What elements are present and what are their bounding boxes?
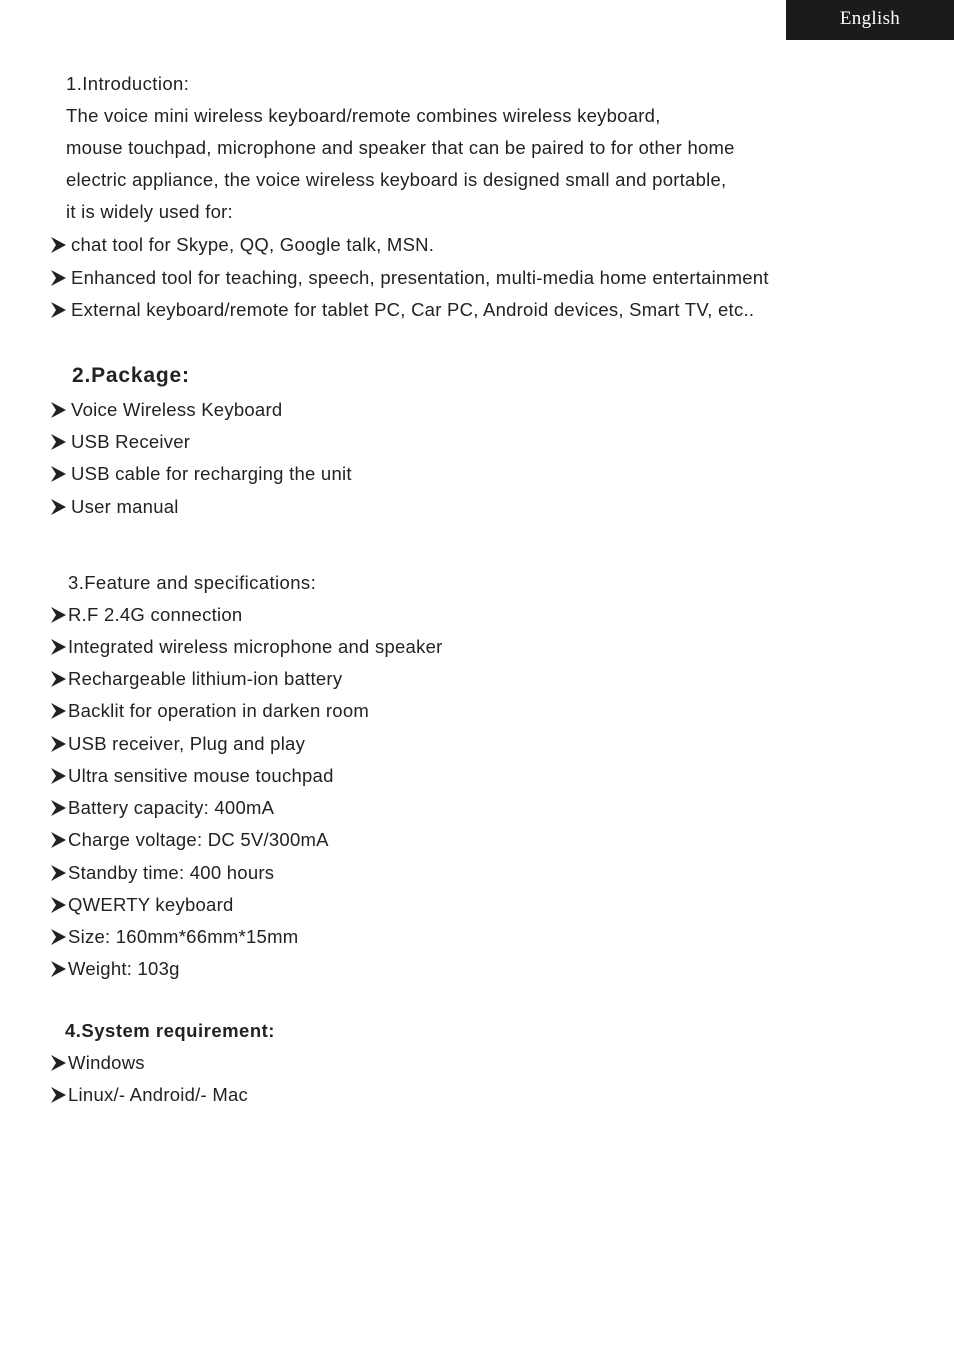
list-item [50, 233, 434, 257]
feature-item-text: R.F 2.4G connection [68, 604, 243, 625]
list-item [50, 1051, 145, 1075]
intro-paragraph-line: it is widely used for: [66, 201, 233, 222]
list-item [50, 430, 190, 454]
feature-item-text: Charge voltage: DC 5V/300mA [68, 829, 329, 850]
arrowhead-bullet-icon [50, 401, 67, 419]
list-item [50, 925, 298, 949]
arrowhead-bullet-icon [50, 465, 67, 483]
arrowhead-bullet-icon [50, 1054, 67, 1072]
list-item [50, 495, 179, 519]
arrowhead-bullet-icon [50, 864, 67, 882]
list-item [50, 699, 369, 723]
list-item [50, 828, 329, 852]
intro-paragraph-line: mouse touchpad, microphone and speaker that can be paired to for other home [66, 137, 735, 158]
intro-use-text: chat tool for Skype, QQ, Google talk, MSN. [71, 234, 435, 255]
feature-item-text: Rechargeable lithium-ion battery [68, 668, 343, 689]
list-item [50, 1083, 248, 1107]
list-item [50, 732, 305, 756]
list-item [50, 893, 234, 917]
feature-item-text: USB receiver, Plug and play [68, 733, 306, 754]
features-heading: 3.Feature and specifications: [68, 572, 317, 593]
arrowhead-bullet-icon [50, 702, 67, 720]
arrowhead-bullet-icon [50, 269, 67, 287]
feature-item-text: QWERTY keyboard [68, 894, 234, 915]
arrowhead-bullet-icon [50, 896, 67, 914]
arrowhead-bullet-icon [50, 831, 67, 849]
arrowhead-bullet-icon [50, 1086, 67, 1104]
arrowhead-bullet-icon [50, 606, 67, 624]
package-item-text: USB cable for recharging the unit [71, 463, 352, 484]
feature-item-text: Battery capacity: 400mA [68, 797, 275, 818]
intro-paragraph-line: electric appliance, the voice wireless keyboard is designed small and portable, [66, 169, 727, 190]
feature-item-text: Weight: 103g [68, 958, 180, 979]
list-item [50, 398, 282, 422]
arrowhead-bullet-icon [50, 670, 67, 688]
arrowhead-bullet-icon [50, 638, 67, 656]
feature-item-text: Integrated wireless microphone and speaker [68, 636, 443, 657]
feature-item-text: Standby time: 400 hours [68, 862, 275, 883]
arrowhead-bullet-icon [50, 799, 67, 817]
system-item-text: Windows [68, 1052, 145, 1073]
package-item-text: USB Receiver [71, 431, 191, 452]
list-item [50, 298, 754, 322]
package-item-text: User manual [71, 496, 179, 517]
package-heading: 2.Package: [72, 364, 190, 387]
arrowhead-bullet-icon [50, 960, 67, 978]
arrowhead-bullet-icon [50, 236, 67, 254]
feature-item-text: Ultra sensitive mouse touchpad [68, 765, 334, 786]
list-item [50, 957, 180, 981]
package-item-text: Voice Wireless Keyboard [71, 399, 283, 420]
intro-use-text: External keyboard/remote for tablet PC, Car PC, Android devices, Smart TV, etc.. [71, 299, 755, 320]
list-item [50, 635, 443, 659]
list-item [50, 764, 334, 788]
list-item [50, 796, 274, 820]
arrowhead-bullet-icon [50, 301, 67, 319]
feature-item-text: Size: 160mm*66mm*15mm [68, 926, 299, 947]
list-item [50, 667, 342, 691]
system-item-text: Linux/- Android/- Mac [68, 1084, 249, 1105]
language-tab: English [786, 0, 954, 40]
introduction-heading: 1.Introduction: [66, 73, 190, 94]
list-item [50, 462, 352, 486]
list-item [50, 266, 769, 290]
list-item [50, 603, 242, 627]
intro-use-text: Enhanced tool for teaching, speech, presentation, multi-media home entertainment [71, 267, 769, 288]
system-requirement-heading: 4.System requirement: [65, 1020, 275, 1041]
arrowhead-bullet-icon [50, 928, 67, 946]
feature-item-text: Backlit for operation in darken room [68, 700, 370, 721]
arrowhead-bullet-icon [50, 433, 67, 451]
intro-paragraph-line: The voice mini wireless keyboard/remote combines wireless keyboard, [66, 105, 661, 126]
arrowhead-bullet-icon [50, 735, 67, 753]
arrowhead-bullet-icon [50, 767, 67, 785]
list-item [50, 861, 274, 885]
arrowhead-bullet-icon [50, 498, 67, 516]
